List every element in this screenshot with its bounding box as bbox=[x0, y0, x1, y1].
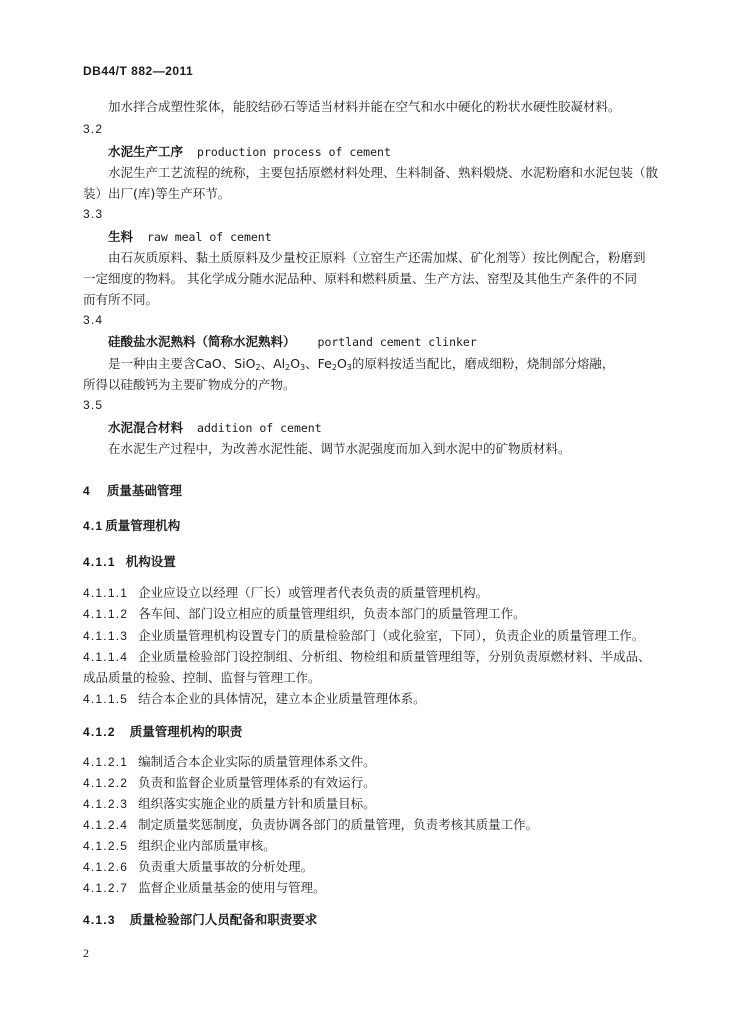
section-heading: 4 质量基础管理 bbox=[83, 483, 182, 498]
term-heading bbox=[108, 334, 477, 350]
definition-line: 装）出厂(库)等生产环节。 bbox=[83, 186, 231, 201]
definition-line: 是一种由主要含CaO、SiO$_2$、$Al_2O_3$、$Fe_2O_3$的原料按适当配比，磨成细粉，烧制部分熔融， bbox=[108, 356, 615, 372]
clause-item: 4.1.2.3 组织落实实施企业的质量方针和质量目标。 bbox=[83, 796, 376, 811]
standard-id: DB44/T 882—2011 bbox=[83, 64, 194, 78]
term-zh: 水泥混合材料 bbox=[108, 420, 184, 435]
clause-item-continuation: 成品质量的检验、控制、监督与管理工作。 bbox=[83, 670, 321, 685]
clause-number: 3.3 bbox=[83, 207, 104, 221]
term-heading bbox=[108, 144, 391, 160]
subsection-heading: 4.1.2 质量管理机构的职责 bbox=[83, 724, 243, 739]
definition-line: 水泥生产工艺流程的统称，主要包括原燃材料处理、生料制备、熟料煅烧、水泥粉磨和水泥包装（散 bbox=[108, 165, 659, 180]
subsection-heading: 4.1.3 质量检验部门人员配备和职责要求 bbox=[83, 912, 318, 927]
term-heading bbox=[108, 229, 272, 245]
clause-item: 4.1.2.7 监督企业质量基金的使用与管理。 bbox=[83, 880, 326, 895]
clause-item: 4.1.1.1 企业应设立以经理（厂长）或管理者代表负责的质量管理机构。 bbox=[83, 585, 489, 600]
subsection-heading: 4.1 质量管理机构 bbox=[83, 518, 181, 533]
term-zh: 水泥生产工序 bbox=[108, 144, 184, 159]
clause-number: 3.2 bbox=[83, 122, 104, 136]
clause-item: 4.1.1.3 企业质量管理机构设置专门的质量检验部门（或化验室，下同），负责企业的质量管理工作。 bbox=[83, 628, 645, 643]
term-heading bbox=[108, 420, 322, 436]
clause-number: 3.5 bbox=[83, 398, 104, 412]
term-en: addition of cement bbox=[197, 421, 322, 435]
term-en: portland cement clinker bbox=[317, 335, 477, 349]
clause-item: 4.1.2.2 负责和监督企业质量管理体系的有效运行。 bbox=[83, 775, 376, 790]
definition-line: 而有所不同。 bbox=[83, 292, 159, 307]
term-zh: 硅酸盐水泥熟料（简称水泥熟料） bbox=[108, 334, 296, 349]
definition-line: 一定细度的物料。 其化学成分随水泥品种、原料和燃料质量、生产方法、窑型及其他生产条件的不同 bbox=[83, 271, 637, 286]
term-zh: 生料 bbox=[108, 229, 134, 244]
intro-line: 加水拌合成塑性浆体，能胶结砂石等适当材料并能在空气和水中硬化的粉状水硬性胶凝材料。 bbox=[108, 99, 621, 114]
clause-number: 3.4 bbox=[83, 313, 104, 327]
clause-item: 4.1.1.4 企业质量检验部门设控制组、分析组、物检组和质量管理组等，分别负责原燃材料、半成品、 bbox=[83, 649, 651, 664]
clause-item: 4.1.1.5 结合本企业的具体情况，建立本企业质量管理体系。 bbox=[83, 691, 426, 706]
term-en: raw meal of cement bbox=[147, 230, 272, 244]
clause-item: 4.1.1.2 各车间、部门设立相应的质量管理组织，负责本部门的质量管理工作。 bbox=[83, 606, 526, 621]
page-number: 2 bbox=[83, 946, 89, 960]
subsection-heading: 4.1.1 机构设置 bbox=[83, 554, 176, 569]
clause-item: 4.1.2.6 负责重大质量事故的分析处理。 bbox=[83, 859, 314, 874]
clause-item: 4.1.2.4 制定质量奖惩制度，负责协调各部门的质量管理，负责考核其质量工作。 bbox=[83, 817, 539, 832]
clause-item: 4.1.2.5 组织企业内部质量审核。 bbox=[83, 838, 276, 853]
definition-line: 在水泥生产过程中，为改善水泥性能、调节水泥强度而加入到水泥中的矿物质材料。 bbox=[108, 441, 571, 456]
clause-item: 4.1.2.1 编制适合本企业实际的质量管理体系文件。 bbox=[83, 754, 376, 769]
term-en: production process of cement bbox=[197, 145, 391, 159]
definition-line: 所得以硅酸钙为主要矿物成分的产物。 bbox=[83, 377, 296, 392]
definition-line: 由石灰质原料、黏土质原料及少量校正原料（立窑生产还需加煤、矿化剂等）按比例配合，粉磨到 bbox=[108, 250, 646, 265]
